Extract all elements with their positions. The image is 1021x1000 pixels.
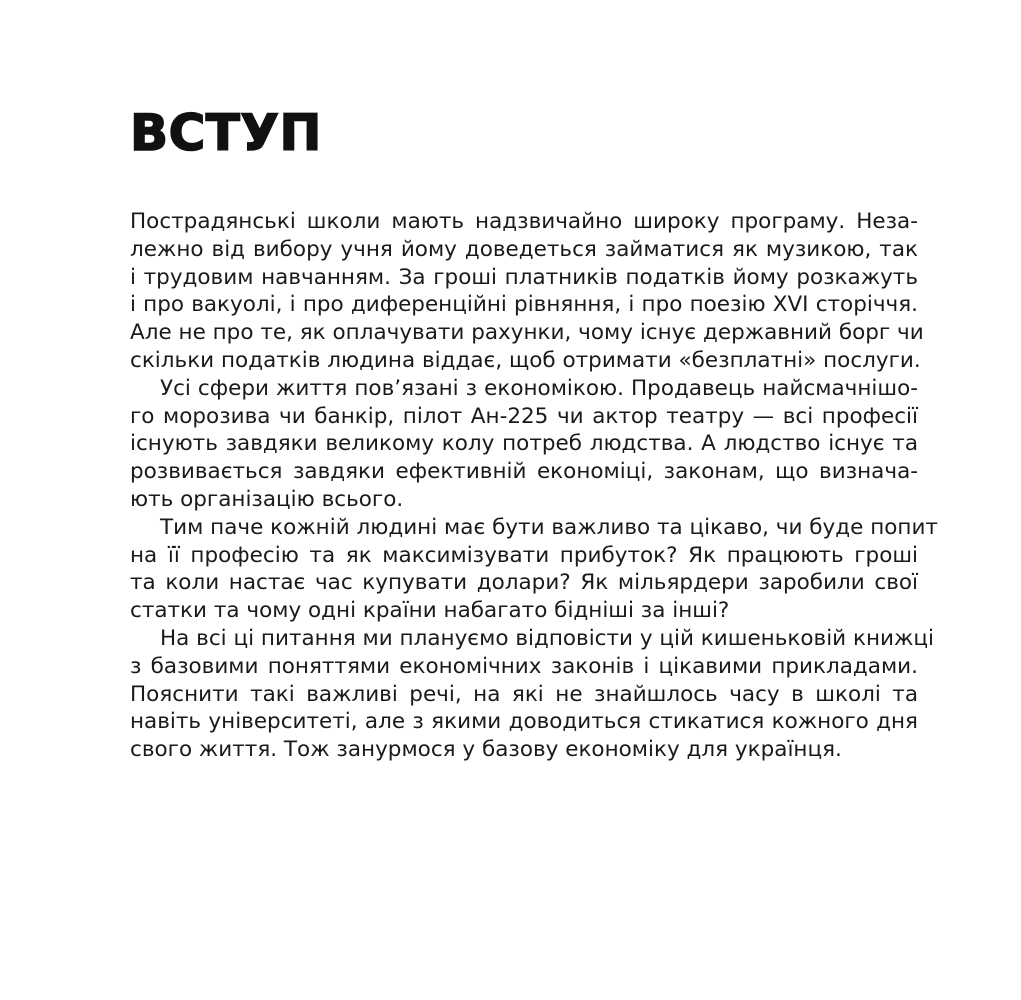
paragraph-3 xyxy=(130,514,938,625)
text-line: свого життя. Тож занурмося у базову економіку для українця. xyxy=(130,737,842,763)
text-line: Пояснити такі важливі речі, на які не знайшлось часу в школі та xyxy=(130,681,918,707)
text-line: і трудовим навчанням. За гроші платників податків йому розкажуть xyxy=(130,264,918,290)
paragraph-2 xyxy=(130,375,918,514)
text-line: навіть університеті, але з якими доводиться стикатися кожного дня xyxy=(130,709,918,735)
text-line: лежно від вибору учня йому доведеться займатися як музикою, так xyxy=(130,236,918,262)
text-line: Але не про те, як оплачувати рахунки, чому існує державний борг чи xyxy=(130,320,924,346)
text-line: На всі ці питання ми плануємо відповісти у цій кишеньковій книжці xyxy=(160,625,934,651)
text-line: розвивається завдяки ефективній економіці, законам, що визнача- xyxy=(130,459,918,485)
body-text xyxy=(130,208,938,764)
text-line: з базовими поняттями економічних законів і цікавими прикладами. xyxy=(130,653,918,679)
paragraph-1 xyxy=(130,208,924,375)
text-line: Тим паче кожній людині має бути важливо та цікаво, чи буде попит xyxy=(160,514,938,540)
text-line: на її професію та як максимізувати прибуток? Як працюють гроші xyxy=(130,542,918,568)
text-line: і про вакуолі, і про диференційні рівняння, і про поезію XVI сторіччя. xyxy=(130,292,918,318)
text-line: статки та чому одні країни набагато бідніші за інші? xyxy=(130,598,730,624)
text-line: існують завдяки великому колу потреб людства. А людство існує та xyxy=(130,431,918,457)
text-line: ють організацію всього. xyxy=(130,486,404,512)
text-line: го морозива чи банкір, пілот Ан-225 чи актор театру — всі професії xyxy=(130,403,918,429)
text-line: та коли настає час купувати долари? Як мільярдери заробили свої xyxy=(130,570,918,596)
text-line: Пострадянські школи мають надзвичайно широку програму. Неза- xyxy=(130,209,918,234)
chapter-title: ВСТУП xyxy=(130,104,322,162)
paragraph-4 xyxy=(130,625,934,764)
text-line: Усі сфери життя пов’язані з економікою. Продавець найсмачнішо- xyxy=(160,375,918,401)
text-line: скільки податків людина віддає, щоб отримати «безплатні» послуги. xyxy=(130,347,921,373)
